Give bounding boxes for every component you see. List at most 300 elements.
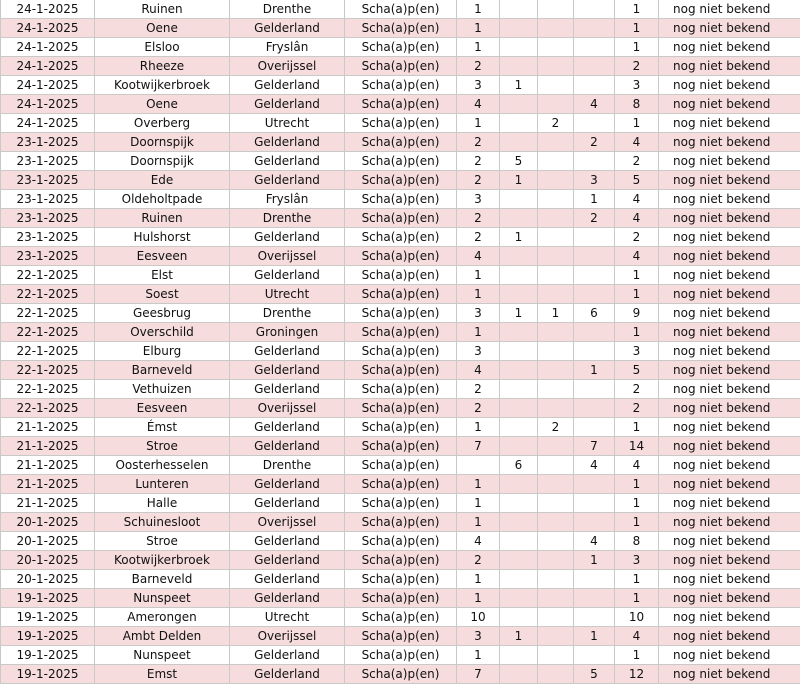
table-row <box>1 57 800 76</box>
cell-schapen: 2 <box>457 228 500 247</box>
cell-provincie: Utrecht <box>230 285 345 304</box>
cell-runderen: 2 <box>538 114 574 133</box>
cell-overig: 7 <box>574 437 615 456</box>
cell-soort: Scha(a)p(en) <box>345 76 457 95</box>
cell-totaal: 4 <box>615 190 659 209</box>
cell-datum: 24-1-2025 <box>1 38 95 57</box>
cell-totaal: 14 <box>615 437 659 456</box>
cell-schapen: 10 <box>457 608 500 627</box>
table-row <box>1 570 800 589</box>
cell-schapen: 1 <box>457 114 500 133</box>
table-row <box>1 190 800 209</box>
cell-totaal: 9 <box>615 304 659 323</box>
cell-status: nog niet bekend <box>659 152 800 171</box>
cell-status: nog niet bekend <box>659 228 800 247</box>
cell-runderen <box>538 323 574 342</box>
cell-status: nog niet bekend <box>659 418 800 437</box>
cell-overig <box>574 418 615 437</box>
cell-geiten: 5 <box>500 152 538 171</box>
cell-datum: 22-1-2025 <box>1 323 95 342</box>
cell-schapen: 1 <box>457 513 500 532</box>
cell-runderen <box>538 646 574 665</box>
cell-totaal: 5 <box>615 361 659 380</box>
table-row <box>1 19 800 38</box>
cell-runderen <box>538 171 574 190</box>
cell-overig <box>574 513 615 532</box>
cell-overig: 3 <box>574 171 615 190</box>
cell-status: nog niet bekend <box>659 285 800 304</box>
cell-datum: 22-1-2025 <box>1 342 95 361</box>
table-row <box>1 437 800 456</box>
cell-provincie: Gelderland <box>230 342 345 361</box>
cell-overig <box>574 570 615 589</box>
cell-datum: 23-1-2025 <box>1 190 95 209</box>
cell-schapen: 1 <box>457 589 500 608</box>
cell-totaal: 1 <box>615 494 659 513</box>
cell-totaal: 1 <box>615 646 659 665</box>
cell-geiten <box>500 665 538 684</box>
cell-runderen <box>538 513 574 532</box>
cell-soort: Scha(a)p(en) <box>345 532 457 551</box>
cell-totaal: 1 <box>615 285 659 304</box>
cell-runderen <box>538 228 574 247</box>
cell-schapen: 2 <box>457 399 500 418</box>
cell-totaal: 1 <box>615 513 659 532</box>
cell-geiten: 1 <box>500 76 538 95</box>
cell-geiten <box>500 608 538 627</box>
cell-datum: 23-1-2025 <box>1 209 95 228</box>
cell-soort: Scha(a)p(en) <box>345 152 457 171</box>
cell-datum: 22-1-2025 <box>1 285 95 304</box>
cell-geiten <box>500 532 538 551</box>
cell-plaats: Oene <box>95 95 230 114</box>
cell-runderen <box>538 57 574 76</box>
cell-overig <box>574 323 615 342</box>
table-row <box>1 551 800 570</box>
cell-overig: 4 <box>574 532 615 551</box>
cell-geiten: 1 <box>500 304 538 323</box>
cell-geiten <box>500 247 538 266</box>
cell-overig <box>574 342 615 361</box>
cell-status: nog niet bekend <box>659 114 800 133</box>
cell-plaats: Rheeze <box>95 57 230 76</box>
cell-totaal: 4 <box>615 133 659 152</box>
cell-provincie: Drenthe <box>230 304 345 323</box>
cell-overig: 4 <box>574 95 615 114</box>
cell-status: nog niet bekend <box>659 304 800 323</box>
cell-runderen <box>538 285 574 304</box>
table-row <box>1 399 800 418</box>
cell-geiten <box>500 190 538 209</box>
cell-totaal: 2 <box>615 152 659 171</box>
cell-provincie: Fryslân <box>230 38 345 57</box>
cell-datum: 20-1-2025 <box>1 532 95 551</box>
cell-plaats: Oene <box>95 19 230 38</box>
cell-schapen: 3 <box>457 627 500 646</box>
table-row <box>1 475 800 494</box>
table-row <box>1 627 800 646</box>
cell-overig <box>574 399 615 418</box>
cell-soort: Scha(a)p(en) <box>345 513 457 532</box>
cell-status: nog niet bekend <box>659 0 800 19</box>
cell-provincie: Gelderland <box>230 171 345 190</box>
cell-status: nog niet bekend <box>659 266 800 285</box>
cell-provincie: Overijssel <box>230 627 345 646</box>
cell-totaal: 1 <box>615 19 659 38</box>
cell-totaal: 1 <box>615 0 659 19</box>
cell-status: nog niet bekend <box>659 589 800 608</box>
cell-runderen <box>538 95 574 114</box>
cell-datum: 23-1-2025 <box>1 171 95 190</box>
cell-status: nog niet bekend <box>659 608 800 627</box>
cell-schapen: 2 <box>457 57 500 76</box>
cell-geiten <box>500 0 538 19</box>
cell-totaal: 4 <box>615 627 659 646</box>
cell-overig <box>574 228 615 247</box>
cell-datum: 23-1-2025 <box>1 228 95 247</box>
table-row <box>1 304 800 323</box>
cell-schapen: 2 <box>457 133 500 152</box>
cell-runderen <box>538 589 574 608</box>
cell-plaats: Eesveen <box>95 247 230 266</box>
cell-plaats: Barneveld <box>95 570 230 589</box>
cell-runderen <box>538 361 574 380</box>
cell-datum: 22-1-2025 <box>1 399 95 418</box>
cell-soort: Scha(a)p(en) <box>345 228 457 247</box>
cell-schapen: 4 <box>457 361 500 380</box>
cell-overig <box>574 57 615 76</box>
cell-status: nog niet bekend <box>659 437 800 456</box>
table-row <box>1 418 800 437</box>
table-row <box>1 95 800 114</box>
cell-totaal: 8 <box>615 532 659 551</box>
cell-runderen <box>538 475 574 494</box>
cell-plaats: Émst <box>95 418 230 437</box>
cell-soort: Scha(a)p(en) <box>345 570 457 589</box>
cell-soort: Scha(a)p(en) <box>345 114 457 133</box>
cell-totaal: 3 <box>615 551 659 570</box>
cell-geiten <box>500 380 538 399</box>
cell-status: nog niet bekend <box>659 494 800 513</box>
cell-overig <box>574 589 615 608</box>
cell-totaal: 4 <box>615 209 659 228</box>
table-row <box>1 285 800 304</box>
cell-overig: 1 <box>574 627 615 646</box>
cell-overig <box>574 0 615 19</box>
cell-runderen <box>538 437 574 456</box>
table-body <box>1 0 800 684</box>
cell-geiten <box>500 361 538 380</box>
cell-totaal: 1 <box>615 475 659 494</box>
cell-overig <box>574 266 615 285</box>
table-row <box>1 494 800 513</box>
cell-runderen <box>538 190 574 209</box>
table-row <box>1 665 800 684</box>
cell-runderen <box>538 551 574 570</box>
cell-status: nog niet bekend <box>659 361 800 380</box>
cell-plaats: Kootwijkerbroek <box>95 76 230 95</box>
cell-overig: 6 <box>574 304 615 323</box>
table-row <box>1 589 800 608</box>
cell-plaats: Schuinesloot <box>95 513 230 532</box>
cell-provincie: Gelderland <box>230 589 345 608</box>
cell-geiten <box>500 418 538 437</box>
cell-status: nog niet bekend <box>659 95 800 114</box>
cell-geiten: 1 <box>500 627 538 646</box>
cell-provincie: Drenthe <box>230 0 345 19</box>
cell-plaats: Ruinen <box>95 209 230 228</box>
cell-plaats: Oosterhesselen <box>95 456 230 475</box>
cell-totaal: 2 <box>615 380 659 399</box>
cell-totaal: 2 <box>615 57 659 76</box>
cell-schapen: 3 <box>457 342 500 361</box>
cell-plaats: Overschild <box>95 323 230 342</box>
cell-soort: Scha(a)p(en) <box>345 209 457 228</box>
cell-plaats: Lunteren <box>95 475 230 494</box>
cell-plaats: Emst <box>95 665 230 684</box>
cell-runderen <box>538 570 574 589</box>
cell-overig <box>574 247 615 266</box>
cell-runderen <box>538 19 574 38</box>
table-row <box>1 532 800 551</box>
cell-datum: 20-1-2025 <box>1 513 95 532</box>
cell-schapen: 7 <box>457 437 500 456</box>
cell-soort: Scha(a)p(en) <box>345 380 457 399</box>
cell-overig: 5 <box>574 665 615 684</box>
cell-plaats: Geesbrug <box>95 304 230 323</box>
cell-soort: Scha(a)p(en) <box>345 19 457 38</box>
cell-geiten <box>500 133 538 152</box>
cell-runderen <box>538 209 574 228</box>
table-row <box>1 323 800 342</box>
cell-overig: 2 <box>574 133 615 152</box>
cell-schapen: 1 <box>457 570 500 589</box>
cell-status: nog niet bekend <box>659 627 800 646</box>
cell-status: nog niet bekend <box>659 646 800 665</box>
cell-geiten <box>500 266 538 285</box>
cell-schapen: 1 <box>457 19 500 38</box>
cell-geiten <box>500 570 538 589</box>
cell-plaats: Vethuizen <box>95 380 230 399</box>
cell-totaal: 1 <box>615 266 659 285</box>
cell-status: nog niet bekend <box>659 399 800 418</box>
cell-status: nog niet bekend <box>659 38 800 57</box>
cell-runderen <box>538 0 574 19</box>
cell-provincie: Gelderland <box>230 152 345 171</box>
cell-totaal: 5 <box>615 171 659 190</box>
cell-schapen: 2 <box>457 171 500 190</box>
cell-datum: 22-1-2025 <box>1 266 95 285</box>
cell-geiten <box>500 646 538 665</box>
cell-soort: Scha(a)p(en) <box>345 38 457 57</box>
cell-totaal: 4 <box>615 247 659 266</box>
cell-plaats: Doornspijk <box>95 152 230 171</box>
cell-status: nog niet bekend <box>659 570 800 589</box>
cell-totaal: 1 <box>615 418 659 437</box>
cell-plaats: Elsloo <box>95 38 230 57</box>
cell-overig <box>574 38 615 57</box>
cell-schapen: 4 <box>457 532 500 551</box>
cell-datum: 20-1-2025 <box>1 551 95 570</box>
cell-geiten <box>500 285 538 304</box>
cell-plaats: Elst <box>95 266 230 285</box>
cell-overig <box>574 76 615 95</box>
cell-datum: 24-1-2025 <box>1 0 95 19</box>
cell-overig: 1 <box>574 190 615 209</box>
cell-plaats: Oldeholtpade <box>95 190 230 209</box>
cell-soort: Scha(a)p(en) <box>345 665 457 684</box>
cell-runderen <box>538 399 574 418</box>
cell-datum: 19-1-2025 <box>1 646 95 665</box>
cell-totaal: 12 <box>615 665 659 684</box>
cell-soort: Scha(a)p(en) <box>345 646 457 665</box>
cell-soort: Scha(a)p(en) <box>345 266 457 285</box>
cell-plaats: Ruinen <box>95 0 230 19</box>
cell-status: nog niet bekend <box>659 247 800 266</box>
cell-provincie: Gelderland <box>230 665 345 684</box>
cell-schapen: 1 <box>457 494 500 513</box>
cell-plaats: Soest <box>95 285 230 304</box>
cell-soort: Scha(a)p(en) <box>345 247 457 266</box>
cell-geiten <box>500 494 538 513</box>
cell-geiten <box>500 19 538 38</box>
cell-provincie: Gelderland <box>230 228 345 247</box>
cell-schapen: 1 <box>457 323 500 342</box>
cell-provincie: Gelderland <box>230 76 345 95</box>
cell-totaal: 2 <box>615 228 659 247</box>
cell-runderen <box>538 152 574 171</box>
cell-plaats: Eesveen <box>95 399 230 418</box>
cell-plaats: Nunspeet <box>95 646 230 665</box>
cell-runderen <box>538 38 574 57</box>
cell-datum: 24-1-2025 <box>1 57 95 76</box>
cell-overig <box>574 380 615 399</box>
cell-status: nog niet bekend <box>659 532 800 551</box>
cell-geiten <box>500 57 538 76</box>
cell-schapen: 1 <box>457 285 500 304</box>
cell-datum: 19-1-2025 <box>1 627 95 646</box>
cell-geiten <box>500 38 538 57</box>
cell-status: nog niet bekend <box>659 190 800 209</box>
table-row <box>1 171 800 190</box>
cell-schapen: 2 <box>457 551 500 570</box>
cell-plaats: Ede <box>95 171 230 190</box>
table-row <box>1 456 800 475</box>
cell-overig <box>574 608 615 627</box>
cell-overig <box>574 646 615 665</box>
cell-runderen: 1 <box>538 304 574 323</box>
table-row <box>1 152 800 171</box>
cell-soort: Scha(a)p(en) <box>345 95 457 114</box>
cell-datum: 21-1-2025 <box>1 456 95 475</box>
table-row <box>1 380 800 399</box>
table-row <box>1 646 800 665</box>
cell-provincie: Utrecht <box>230 114 345 133</box>
cell-soort: Scha(a)p(en) <box>345 494 457 513</box>
cell-plaats: Ambt Delden <box>95 627 230 646</box>
cell-overig: 4 <box>574 456 615 475</box>
cell-soort: Scha(a)p(en) <box>345 475 457 494</box>
cell-provincie: Gelderland <box>230 646 345 665</box>
cell-datum: 21-1-2025 <box>1 494 95 513</box>
table-row <box>1 361 800 380</box>
cell-schapen: 2 <box>457 209 500 228</box>
cell-schapen: 2 <box>457 380 500 399</box>
cell-datum: 20-1-2025 <box>1 570 95 589</box>
cell-plaats: Hulshorst <box>95 228 230 247</box>
cell-datum: 24-1-2025 <box>1 95 95 114</box>
cell-schapen: 3 <box>457 304 500 323</box>
cell-geiten <box>500 342 538 361</box>
table-row <box>1 228 800 247</box>
cell-soort: Scha(a)p(en) <box>345 304 457 323</box>
cell-totaal: 1 <box>615 38 659 57</box>
cell-runderen <box>538 627 574 646</box>
cell-schapen: 1 <box>457 38 500 57</box>
cell-datum: 22-1-2025 <box>1 380 95 399</box>
cell-status: nog niet bekend <box>659 209 800 228</box>
table-row <box>1 209 800 228</box>
cell-geiten <box>500 551 538 570</box>
cell-runderen <box>538 456 574 475</box>
cell-geiten <box>500 209 538 228</box>
cell-totaal: 2 <box>615 399 659 418</box>
cell-schapen: 1 <box>457 0 500 19</box>
cell-geiten: 6 <box>500 456 538 475</box>
cell-schapen: 4 <box>457 95 500 114</box>
cell-provincie: Gelderland <box>230 532 345 551</box>
cell-soort: Scha(a)p(en) <box>345 551 457 570</box>
cell-geiten <box>500 589 538 608</box>
table-row <box>1 266 800 285</box>
cell-schapen: 7 <box>457 665 500 684</box>
cell-datum: 19-1-2025 <box>1 665 95 684</box>
cell-geiten <box>500 475 538 494</box>
cell-overig <box>574 114 615 133</box>
cell-overig: 1 <box>574 551 615 570</box>
cell-provincie: Gelderland <box>230 361 345 380</box>
cell-totaal: 8 <box>615 95 659 114</box>
cell-soort: Scha(a)p(en) <box>345 190 457 209</box>
cell-provincie: Drenthe <box>230 209 345 228</box>
cell-datum: 21-1-2025 <box>1 437 95 456</box>
cell-schapen: 1 <box>457 266 500 285</box>
cell-status: nog niet bekend <box>659 665 800 684</box>
cell-totaal: 4 <box>615 456 659 475</box>
cell-datum: 24-1-2025 <box>1 114 95 133</box>
cell-status: nog niet bekend <box>659 342 800 361</box>
cell-status: nog niet bekend <box>659 475 800 494</box>
cell-plaats: Overberg <box>95 114 230 133</box>
cell-schapen: 3 <box>457 190 500 209</box>
cell-schapen: 2 <box>457 152 500 171</box>
cell-totaal: 3 <box>615 76 659 95</box>
cell-status: nog niet bekend <box>659 513 800 532</box>
cell-status: nog niet bekend <box>659 57 800 76</box>
cell-soort: Scha(a)p(en) <box>345 437 457 456</box>
table-row <box>1 513 800 532</box>
cell-geiten <box>500 399 538 418</box>
cell-soort: Scha(a)p(en) <box>345 285 457 304</box>
cell-provincie: Overijssel <box>230 399 345 418</box>
cell-schapen: 1 <box>457 475 500 494</box>
cell-datum: 24-1-2025 <box>1 19 95 38</box>
cell-provincie: Gelderland <box>230 418 345 437</box>
cell-soort: Scha(a)p(en) <box>345 57 457 76</box>
cell-status: nog niet bekend <box>659 19 800 38</box>
cell-schapen: 1 <box>457 646 500 665</box>
cell-soort: Scha(a)p(en) <box>345 627 457 646</box>
